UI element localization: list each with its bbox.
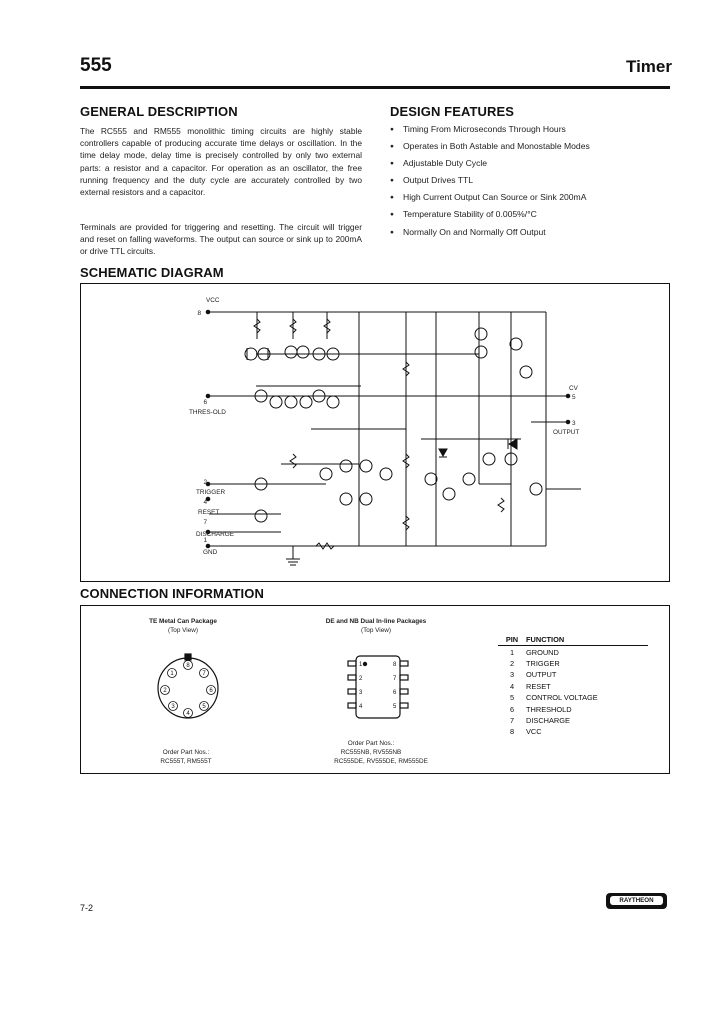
dip-pin-3: 3 (359, 690, 363, 696)
dip-pin-4: 4 (359, 704, 363, 710)
pin-number: 3 (509, 670, 515, 680)
pin-function: GROUND (526, 647, 559, 657)
discharge-pin-label: 7 (203, 519, 207, 526)
vcc-label: VCC (206, 297, 220, 304)
dip-pin-7: 7 (393, 676, 397, 682)
table-row (498, 681, 648, 692)
design-features-heading: DESIGN FEATURES (390, 104, 515, 119)
dip-diagram (343, 654, 413, 720)
can-pin-4: 4 (186, 711, 190, 717)
general-description-paragraph-2: Terminals are provided for triggering and resetting. The circuit will trigger and reset on falling waveforms. The output can source or sink up to 200mA or drive TTL circuits. (80, 222, 362, 257)
design-features-list (390, 124, 680, 244)
pin-function: RESET (526, 681, 551, 691)
schematic-frame (80, 283, 670, 582)
general-description-heading: GENERAL DESCRIPTION (80, 104, 238, 119)
can-pin-6: 6 (209, 688, 213, 694)
feature-item: ● Output Drives TTL (390, 175, 680, 192)
metal-can-subtitle: (Top View) (167, 627, 199, 634)
pin-function: DISCHARGE (526, 715, 570, 725)
table-row (498, 726, 648, 737)
table-row (498, 646, 648, 658)
table-row (498, 658, 648, 669)
pin-number: 2 (509, 658, 515, 668)
reset-pin-label: 4 (203, 499, 207, 506)
dip-pin-8: 8 (393, 662, 397, 668)
dip-pin-2: 2 (359, 676, 363, 682)
can-pin-1: 1 (170, 671, 174, 677)
page-number: 7-2 (80, 903, 94, 913)
can-pin-7: 7 (202, 671, 206, 677)
pin-number: 6 (509, 704, 515, 714)
table-row (498, 669, 648, 680)
pin-function: THRESHOLD (526, 704, 572, 714)
table-row (498, 692, 648, 703)
table-row (498, 703, 648, 714)
pin-number: 1 (509, 647, 515, 657)
document-title: Timer (626, 57, 672, 76)
can-pin-2: 2 (163, 688, 167, 694)
trigger-label: TRIGGER (196, 489, 226, 496)
thres-pin-label: 6 (203, 399, 207, 406)
dip-order-parts-2: RC555DE, RV555DE, RM555DE (334, 758, 428, 765)
output-label: OUTPUT (553, 429, 580, 436)
gnd-pin-label: 1 (203, 537, 207, 544)
pin-number: 4 (509, 681, 515, 691)
dip-subtitle: (Top View) (360, 627, 392, 634)
pin-number: 5 (509, 693, 515, 703)
feature-item: ● Timing From Microseconds Through Hours (390, 124, 680, 141)
part-number: 555 (80, 55, 112, 76)
pin-function: VCC (526, 727, 542, 737)
schematic-heading: SCHEMATIC DIAGRAM (80, 265, 224, 280)
feature-item: ● Temperature Stability of 0.005%/°C (390, 209, 680, 226)
dip-order-label: Order Part Nos.: (347, 740, 395, 747)
trigger-pin-label: 2 (203, 479, 207, 486)
function-column-header: FUNCTION (526, 634, 648, 646)
metal-can-order-label: Order Part Nos.: (162, 749, 210, 756)
metal-can-order-parts: RC555T, RM555T (160, 758, 212, 765)
header-rule (80, 86, 670, 89)
reset-label: RESET (198, 509, 220, 516)
feature-item: ● Operates in Both Astable and Monostable Modes (390, 141, 680, 158)
raytheon-logo (606, 893, 667, 909)
cv-label: CV (569, 385, 578, 392)
can-pin-8: 8 (186, 663, 190, 669)
can-pin-3: 3 (171, 704, 175, 710)
feature-item: ● Adjustable Duty Cycle (390, 158, 680, 175)
pin-number: 7 (509, 715, 515, 725)
pin-function: CONTROL VOLTAGE (526, 693, 598, 703)
general-description-paragraph-1: The RC555 and RM555 monolithic timing circuits are highly stable controllers capable of producing accurate time delays or oscillation. In the time delay mode, delay time is precisely controlled by only two external parts: a resistor and a capacitor. For operation as an oscillator, the free running frequency and the duty cycle are accurately controlled by two external resistors and a capacitor. (80, 126, 362, 198)
cv-pin-label: 5 (572, 394, 576, 401)
pin-column-header: PIN (498, 634, 526, 646)
vcc-pin-label: 8 (197, 310, 201, 317)
dip-pin-5: 5 (393, 704, 397, 710)
pin-function: TRIGGER (526, 658, 560, 668)
gnd-label: GND (203, 549, 218, 556)
logo-text: RAYTHEON (610, 896, 663, 905)
metal-can-diagram (153, 646, 223, 726)
dip-pin-1: 1 (359, 662, 363, 668)
table-row (498, 715, 648, 726)
pin-function-table (498, 634, 648, 738)
dip-pin-6: 6 (393, 690, 397, 696)
pin-function: OUTPUT (526, 670, 557, 680)
thres-label: THRES-OLD (189, 409, 226, 416)
metal-can-title: TE Metal Can Package (149, 618, 217, 625)
connection-heading: CONNECTION INFORMATION (80, 586, 264, 601)
dip-order-parts-1: RC555NB, RV555NB (340, 749, 402, 756)
feature-item: ● Normally On and Normally Off Output (390, 227, 680, 244)
output-pin-label: 3 (572, 420, 576, 427)
discharge-label: DISCHARGE (196, 531, 234, 538)
pin-number: 8 (509, 727, 515, 737)
dip-title: DE and NB Dual In-line Packages (325, 618, 427, 625)
can-pin-5: 5 (202, 704, 206, 710)
feature-item: ● High Current Output Can Source or Sink 200mA (390, 192, 680, 209)
schematic-diagram (81, 284, 669, 581)
